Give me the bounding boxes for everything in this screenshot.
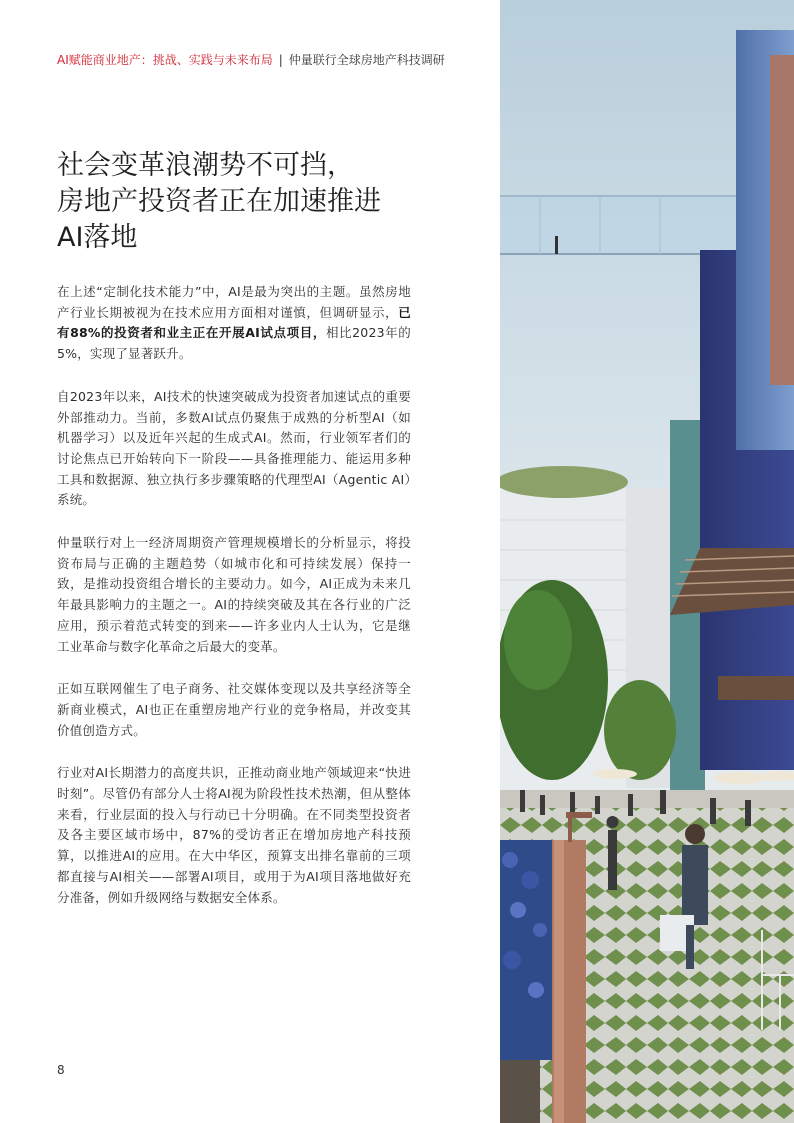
tree-mid [604,680,676,780]
urban-plaza-photo [500,0,794,1123]
paragraph-1-highlight: 已有88%的投资者和业主正在开展AI试点项目， [57,304,411,341]
awning-lower [718,676,794,700]
paragraph-1-text-end: 相比2023年的5%，实现了显著跃升。 [57,325,411,362]
photo-illustration [500,0,794,1123]
paragraph-1-text: 在上述“定制化技术能力”中，AI是最为突出的主题。虽然房地产行业长期被视为在技术应用方面相对谨慎，但调研显示， [57,284,411,320]
paragraph-3: 仲量联行对上一经济周期资产管理规模增长的分析显示，将投资布局与正确的主题趋势（如城市化和可持续发展）保持一致，是推动投资组合增长的主要动力。如今，AI正成为未来几年最具影响力的主题之一。AI的持续突破及其在各行业的广泛应用，预示着范式转变的到来——许多业内人士认为，它是继工业革命与数字化革命之后最大的变革。 [57,535,411,654]
copper-fin [770,55,794,385]
glass-skybridge [500,196,740,254]
report-title: AI赋能商业地产：挑战、实践与未来布局 [57,53,273,67]
rooftop-garden [500,466,628,498]
section-title-line-3: AI落地 [57,222,138,253]
section-title-line-2: 房地产投资者正在加速推进 [57,186,381,217]
running-header [57,52,487,68]
paragraph-4: 正如互联网催生了电子商务、社交媒体变现以及共享经济等全新商业模式，AI也正在重塑房地产行业的竞争格局，并改变其价值创造方式。 [57,681,411,738]
publisher-name: 仲量联行全球房地产科技调研 [288,53,445,67]
umbrella [714,772,766,784]
paragraph-2: 自2023年以来，AI技术的快速突破成为投资者加速试点的重要外部推动力。当前，多数AI试点仍聚焦于成熟的分析型AI（如机器学习）以及近年兴起的生成式AI。然而，行业领军者们的讨论焦点已开始转向下一阶段——具备推理能力、能运用多种工具和数据源、独立执行多步骤策略的代理型AI（Agentic AI）系统。 [57,388,411,508]
section-title [57,148,477,256]
page-number: 8 [57,1063,65,1077]
header-separator: | [278,53,283,67]
paragraph-5: 行业对AI长期潜力的高度共识，正推动商业地产领域迎来“快进时刻”。尽管仍有部分人士将AI视为阶段性技术热潮，但从整体来看，行业层面的投入与行动已十分明确。在不同类型投资者及各主要区域市场中，87%的受访者正在增加房地产科技预算，以推进AI的应用。在大中华区，预算支出排名靠前的三项都直接与AI相关——部署AI项目，或用于为AI项目落地做好充分准备，例如升级网络与数据安全体系。 [57,765,411,905]
copper-lamp-post [552,812,592,1123]
body-text [57,282,411,930]
paragraph-1 [57,282,411,365]
section-title-line-1: 社会变革浪潮势不可挡， [57,150,354,181]
